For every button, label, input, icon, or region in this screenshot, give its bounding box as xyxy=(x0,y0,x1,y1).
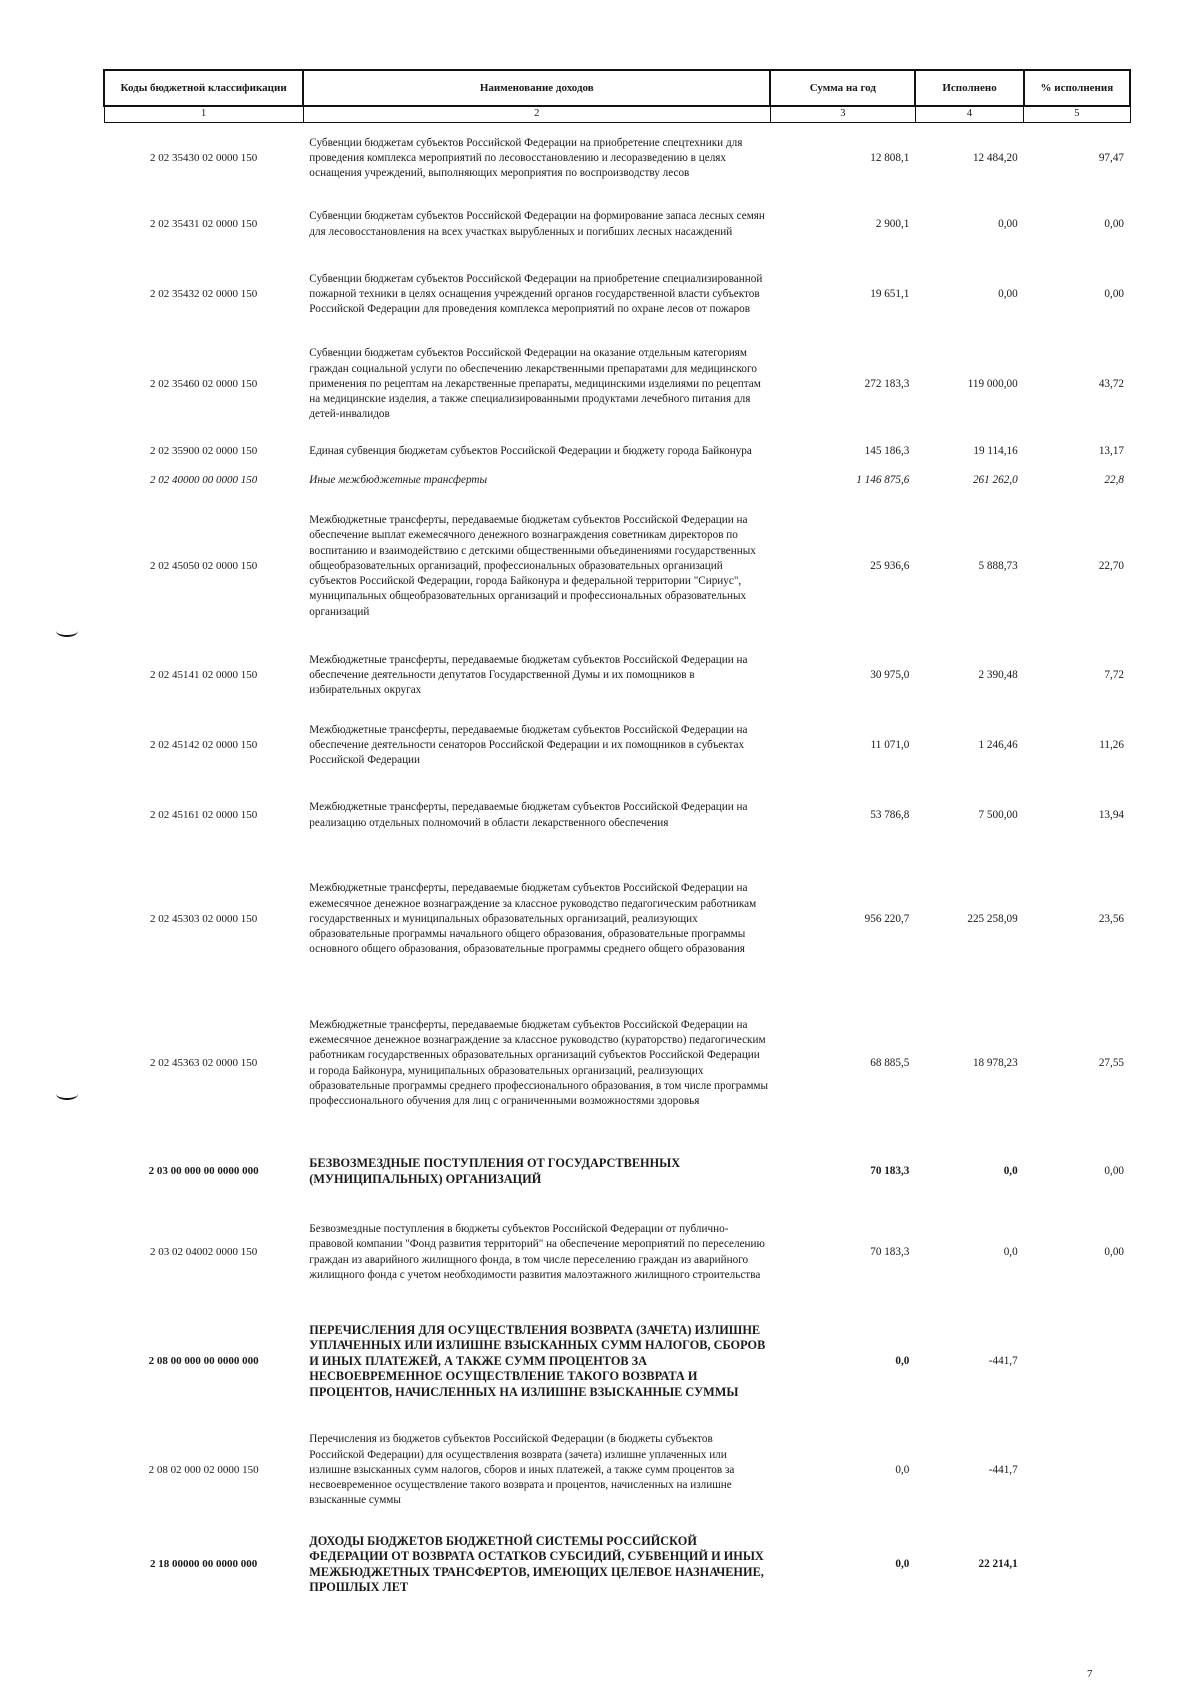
table-row xyxy=(104,255,1130,335)
row-year-sum: 11 071,0 xyxy=(870,738,910,751)
row-executed: 19 114,16 xyxy=(973,444,1018,457)
row-percent: 23,56 xyxy=(1098,912,1124,925)
row-code: 2 02 35460 02 0000 150 xyxy=(150,378,258,391)
row-code: 2 03 00 000 00 0000 000 xyxy=(148,1165,259,1178)
row-percent: 97,47 xyxy=(1098,152,1124,165)
row-executed: 1 246,46 xyxy=(978,738,1018,751)
table-row xyxy=(104,493,1130,641)
header-name: Наименование доходов xyxy=(303,70,770,106)
row-executed: 0,00 xyxy=(998,217,1018,230)
header-percent: % исполнения xyxy=(1024,70,1130,106)
table-row-subtotal xyxy=(104,469,1130,493)
row-year-sum: 0,0 xyxy=(895,1557,910,1570)
col-number-5: 5 xyxy=(1024,106,1130,123)
row-percent: 43,72 xyxy=(1098,377,1124,390)
col-number-2: 2 xyxy=(303,106,770,123)
table-row xyxy=(104,711,1130,781)
row-percent: 0,00 xyxy=(1104,1164,1124,1177)
row-percent: 11,26 xyxy=(1099,738,1124,751)
row-name: Безвозмездные поступления в бюджеты субъектов Российской Федерации от публично-правовой компании "Фонд развития территорий" на обеспечение мероприятий по переселению граждан из аварийного жилищного фонда, в том числе переселению граждан из аварийного жилищного фонда с учетом необходимости развития малоэтажного жилищного строительства xyxy=(309,1223,765,1281)
row-name: БЕЗВОЗМЕЗДНЫЕ ПОСТУПЛЕНИЯ ОТ ГОСУДАРСТВЕННЫХ (МУНИЦИПАЛЬНЫХ) ОРГАНИЗАЦИЙ xyxy=(309,1156,681,1186)
row-year-sum: 0,0 xyxy=(895,1354,910,1367)
row-percent xyxy=(1024,1519,1130,1611)
table-row xyxy=(104,1423,1130,1519)
table-row xyxy=(104,989,1130,1139)
row-name: Перечисления из бюджетов субъектов Российской Федерации (в бюджеты субъектов Российской Федерации) для осуществления возврата (зачета) излишне уплаченных или излишне взысканных сумм налогов, сборов и иных платежей, а также сумм процентов за несвоевременное осуществление такого возврата и процентов, начисленных на излишне взысканные суммы xyxy=(309,1433,735,1507)
row-year-sum: 145 186,3 xyxy=(864,444,910,457)
row-code: 2 18 00000 00 0000 000 xyxy=(150,1558,258,1571)
column-number-row xyxy=(104,106,1130,123)
row-name: Субвенции бюджетам субъектов Российской Федерации на оказание отдельным категориям граждан социальной услуги по обеспечению лекарственными препаратами для медицинского применения по рецептам на лекарственные препараты, медицинскими изделиями по рецептам на медицинские изделия, а также специализированными продуктами лечебного питания для детей-инвалидов xyxy=(309,347,761,421)
row-percent: 0,00 xyxy=(1104,217,1124,230)
table-row xyxy=(104,851,1130,989)
row-name: Субвенции бюджетам субъектов Российской Федерации на приобретение специализированной пожарной техники в целях оснащения учреждений органов государственной власти субъектов Российской Федерации для проведения комплекса мероприятий по охране лесов от пожаров xyxy=(309,272,763,316)
row-name: ДОХОДЫ БЮДЖЕТОВ БЮДЖЕТНОЙ СИСТЕМЫ РОССИЙСКОЙ ФЕДЕРАЦИИ ОТ ВОЗВРАТА ОСТАТКОВ СУБСИДИЙ, СУБВЕНЦИЙ И ИНЫХ МЕЖБЮДЖЕТНЫХ ТРАНСФЕРТОВ, ИМЕЮЩИХ ЦЕЛЕВОЕ НАЗНАЧЕНИЕ, ПРОШЛЫХ ЛЕТ xyxy=(309,1533,764,1594)
row-name: Межбюджетные трансферты, передаваемые бюджетам субъектов Российской Федерации на ежемесячное денежное вознаграждение за классное руководство (кураторство) педагогическим работникам государственных образовательных организаций субъектов Российской Федерации и города Байконура, муниципальных образовательных организаций, реализующих образовательные программы среднего профессионального образования, в том числе программы профессионального обучения для лиц с ограниченными возможностями здоровья xyxy=(309,1018,768,1107)
page-number: 7 xyxy=(1087,1668,1093,1680)
row-percent: 27,55 xyxy=(1098,1056,1124,1069)
row-executed: 225 258,09 xyxy=(967,912,1018,925)
row-code: 2 02 45303 02 0000 150 xyxy=(150,913,258,926)
row-executed: 5 888,73 xyxy=(978,559,1018,572)
row-code: 2 02 45161 02 0000 150 xyxy=(150,809,258,822)
row-percent: 7,72 xyxy=(1104,668,1124,681)
row-executed: 119 000,00 xyxy=(967,377,1018,390)
row-name: Иные межбюджетные трансферты xyxy=(309,473,488,486)
row-executed: 18 978,23 xyxy=(972,1056,1018,1069)
row-name: Межбюджетные трансферты, передаваемые бюджетам субъектов Российской Федерации на ежемесячное денежное вознаграждение за классное руководство педагогическим работникам государственных и муниципальных образовательных организаций, реализующих образовательные программы начального общего образования, образовательные программы основного общего образования, образовательные программы среднего общего образования xyxy=(309,882,757,956)
header-year-sum: Сумма на год xyxy=(770,70,915,106)
row-percent xyxy=(1024,1423,1130,1519)
row-percent: 0,00 xyxy=(1104,1245,1124,1258)
row-code: 2 02 35432 02 0000 150 xyxy=(150,288,258,301)
row-code: 2 02 35430 02 0000 150 xyxy=(150,152,258,165)
row-percent: 0,00 xyxy=(1104,287,1124,300)
row-code: 2 02 45141 02 0000 150 xyxy=(150,669,258,682)
row-year-sum: 2 900,1 xyxy=(875,217,910,230)
row-executed: 12 484,20 xyxy=(972,152,1018,165)
row-percent: 22,8 xyxy=(1104,473,1124,486)
row-year-sum: 30 975,0 xyxy=(870,668,910,681)
row-code: 2 08 02 000 02 0000 150 xyxy=(148,1464,259,1477)
row-year-sum: 53 786,8 xyxy=(870,808,910,821)
row-name: Межбюджетные трансферты, передаваемые бюджетам субъектов Российской Федерации на реализацию отдельных полномочий в области лекарственного обеспечения xyxy=(309,801,748,829)
row-year-sum: 25 936,6 xyxy=(870,559,910,572)
budget-revenue-table xyxy=(103,69,1131,1611)
row-name: ПЕРЕЧИСЛЕНИЯ ДЛЯ ОСУЩЕСТВЛЕНИЯ ВОЗВРАТА (ЗАЧЕТА) ИЗЛИШНЕ УПЛАЧЕННЫХ ИЛИ ИЗЛИШНЕ ВЗЫСКАННЫХ СУММ НАЛОГОВ, СБОРОВ И ИНЫХ ПЛАТЕЖЕЙ, А ТАКЖЕ СУММ ПРОЦЕНТОВ ЗА НЕСВОЕВРЕМЕННОЕ ОСУЩЕСТВЛЕНИЕ ТАКОГО ВОЗВРАТА И ПРОЦЕНТОВ, НАЧИСЛЕННЫХ НА ИЗЛИШНЕ ВЗЫСКАННЫЕ СУММЫ xyxy=(309,1323,766,1399)
row-executed: 0,0 xyxy=(1003,1245,1018,1258)
row-name: Субвенции бюджетам субъектов Российской Федерации на формирование запаса лесных семян для лесовосстановления на всех участках вырубленных и погибших лесных насаждений xyxy=(309,210,765,238)
table-row xyxy=(104,641,1130,711)
row-executed: 2 390,48 xyxy=(978,668,1018,681)
row-code: 2 08 00 000 00 0000 000 xyxy=(148,1355,259,1368)
row-executed: 0,0 xyxy=(1003,1164,1018,1177)
table-row xyxy=(104,781,1130,851)
col-number-1: 1 xyxy=(104,106,303,123)
header-executed: Исполнено xyxy=(915,70,1023,106)
row-year-sum: 1 146 875,6 xyxy=(856,473,910,486)
row-year-sum: 68 885,5 xyxy=(870,1056,910,1069)
row-name: Субвенции бюджетам субъектов Российской Федерации на приобретение спецтехники для проведения комплекса мероприятий по лесовосстановлению и лесоразведению в целях оснащения учреждений, выполняющих мероприятия по воспроизводству лесов xyxy=(309,136,743,180)
row-executed: 7 500,00 xyxy=(978,808,1018,821)
table-row-section xyxy=(104,1301,1130,1423)
row-executed: 0,00 xyxy=(998,287,1018,300)
row-executed: -441,7 xyxy=(988,1463,1018,1476)
table-row xyxy=(104,335,1130,435)
row-executed: 261 262,0 xyxy=(972,473,1018,486)
row-code: 2 02 45363 02 0000 150 xyxy=(150,1057,258,1070)
table-row-section xyxy=(104,1519,1130,1611)
row-executed: -441,7 xyxy=(988,1354,1018,1367)
row-code: 2 02 40000 00 0000 150 xyxy=(150,474,258,487)
row-percent: 13,94 xyxy=(1098,808,1124,821)
row-name: Межбюджетные трансферты, передаваемые бюджетам субъектов Российской Федерации на обеспечение деятельности сенаторов Российской Федерации и их помощников в субъектах Российской Федерации xyxy=(309,723,748,767)
table-row-section xyxy=(104,1139,1130,1205)
table-row xyxy=(104,1205,1130,1301)
row-year-sum: 272 183,3 xyxy=(864,377,910,390)
row-name: Единая субвенция бюджетам субъектов Российской Федерации и бюджету города Байконура xyxy=(309,444,752,457)
row-percent: 13,17 xyxy=(1098,444,1124,457)
row-percent: 22,70 xyxy=(1098,559,1124,572)
row-code: 2 02 35431 02 0000 150 xyxy=(150,218,258,231)
row-year-sum: 70 183,3 xyxy=(870,1245,910,1258)
row-year-sum: 956 220,7 xyxy=(864,912,910,925)
row-year-sum: 12 808,1 xyxy=(870,152,910,165)
table-row xyxy=(104,123,1130,195)
col-number-3: 3 xyxy=(770,106,915,123)
header-codes: Коды бюджетной классификации xyxy=(104,70,303,106)
binding-hole-mark xyxy=(56,1088,78,1100)
table-row xyxy=(104,435,1130,469)
row-name: Межбюджетные трансферты, передаваемые бюджетам субъектов Российской Федерации на обеспечение выплат ежемесячного денежного вознаграждения советникам директоров по воспитанию и взаимодействию с детскими общественными объединениями государственных общеобразовательных организаций, профессиональных образовательных организаций субъектов Российской Федерации, города Байконура и федеральной территории "Сириус", муниципальных общеобразовательных организаций и профессиональных образовательных организаций xyxy=(309,514,756,618)
row-code: 2 02 45142 02 0000 150 xyxy=(150,739,258,752)
row-year-sum: 70 183,3 xyxy=(870,1164,910,1177)
col-number-4: 4 xyxy=(915,106,1023,123)
table-row xyxy=(104,195,1130,255)
row-code: 2 03 02 04002 0000 150 xyxy=(150,1246,258,1259)
row-year-sum: 19 651,1 xyxy=(870,287,910,300)
row-executed: 22 214,1 xyxy=(978,1557,1018,1570)
row-percent xyxy=(1024,1301,1130,1423)
row-name: Межбюджетные трансферты, передаваемые бюджетам субъектов Российской Федерации на обеспечение деятельности депутатов Государственной Думы и их помощников в избирательных округах xyxy=(309,653,748,697)
row-code: 2 02 35900 02 0000 150 xyxy=(150,445,258,458)
row-year-sum: 0,0 xyxy=(895,1463,910,1476)
table-header-row xyxy=(104,70,1130,106)
binding-hole-mark xyxy=(56,625,78,637)
row-code: 2 02 45050 02 0000 150 xyxy=(150,560,258,573)
